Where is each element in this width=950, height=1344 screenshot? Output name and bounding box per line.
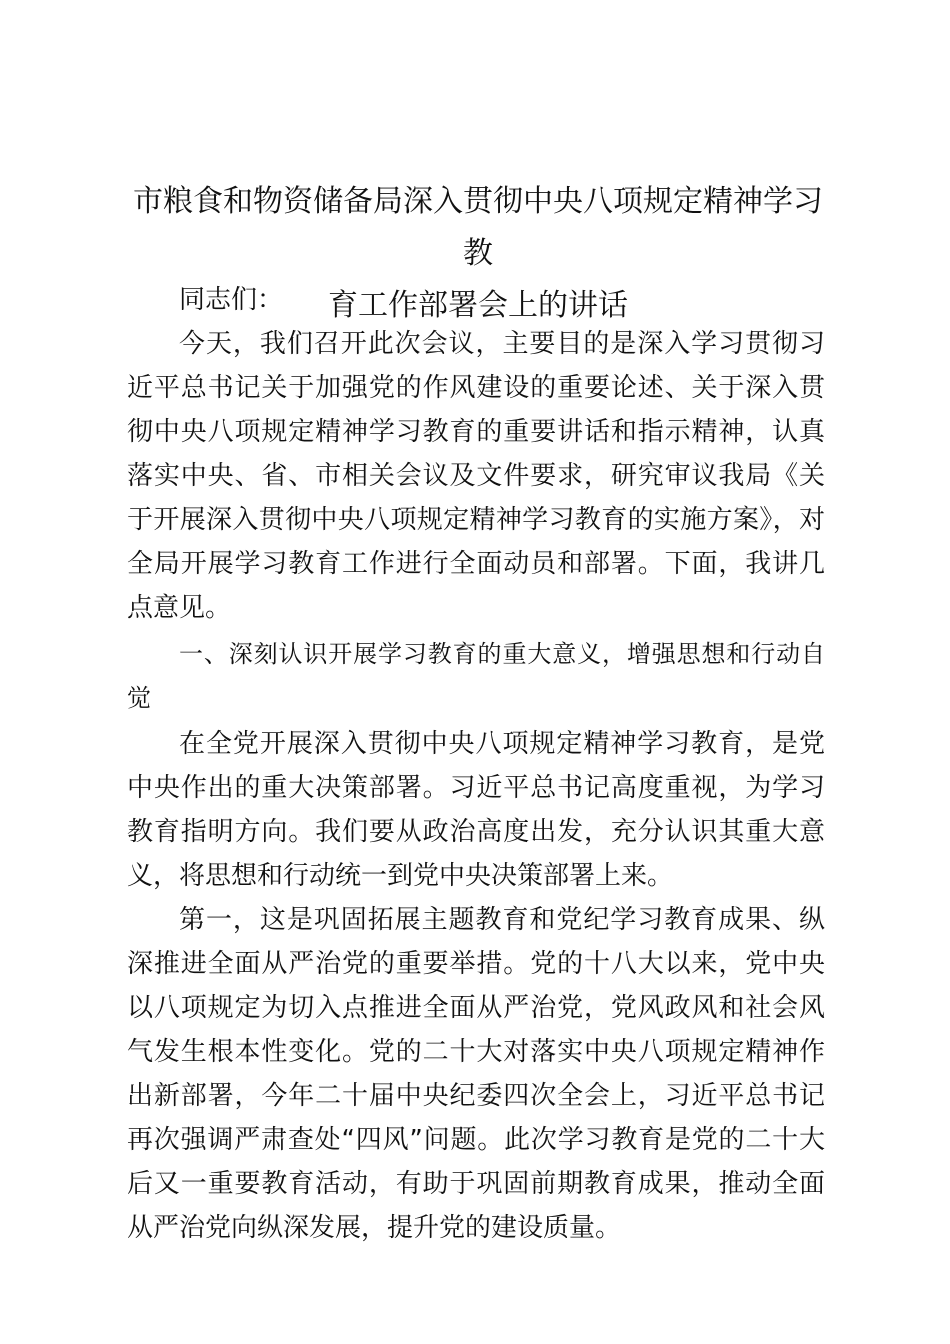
title-line-2: 育工作部署会上的讲话 [328, 288, 628, 323]
section-heading-1: 一、深刻认识开展学习教育的重大意义，增强思想和行动自觉 [127, 640, 825, 712]
title-line-1: 市粮食和物资储备局深入贯彻中央八项规定精神学习教 [133, 184, 823, 271]
document-body [127, 278, 825, 1250]
salutation: 同志们： [179, 285, 284, 315]
paragraph-significance: 在全党开展深入贯彻中央八项规定精神学习教育，是党中央作出的重大决策部署。习近平总书记高度重视，为学习教育指明方向。我们要从政治高度出发，充分认识其重大意义，将思想和行动统一到党中央决策部署上来。 [127, 729, 825, 891]
paragraph-intro: 今天，我们召开此次会议，主要目的是深入学习贯彻习近平总书记关于加强党的作风建设的重要论述、关于深入贯彻中央八项规定精神学习教育的重要讲话和指示精神，认真落实中央、省、市相关会议及文件要求，研究审议我局《关于开展深入贯彻中央八项规定精神学习教育的实施方案》，对全局开展学习教育工作进行全面动员和部署。下面，我讲几点意见。 [127, 329, 825, 623]
paragraph-first-point: 第一，这是巩固拓展主题教育和党纪学习教育成果、纵深推进全面从严治党的重要举措。党的十八大以来，党中央以八项规定为切入点推进全面从严治党，党风政风和社会风气发生根本性变化。党的二十大对落实中央八项规定精神作出新部署，今年二十届中央纪委四次全会上，习近平总书记再次强调严肃查处“四风”问题。此次学习教育是党的二十大后又一重要教育活动，有助于巩固前期教育成果，推动全面从严治党向纵深发展，提升党的建设质量。 [127, 905, 825, 1243]
